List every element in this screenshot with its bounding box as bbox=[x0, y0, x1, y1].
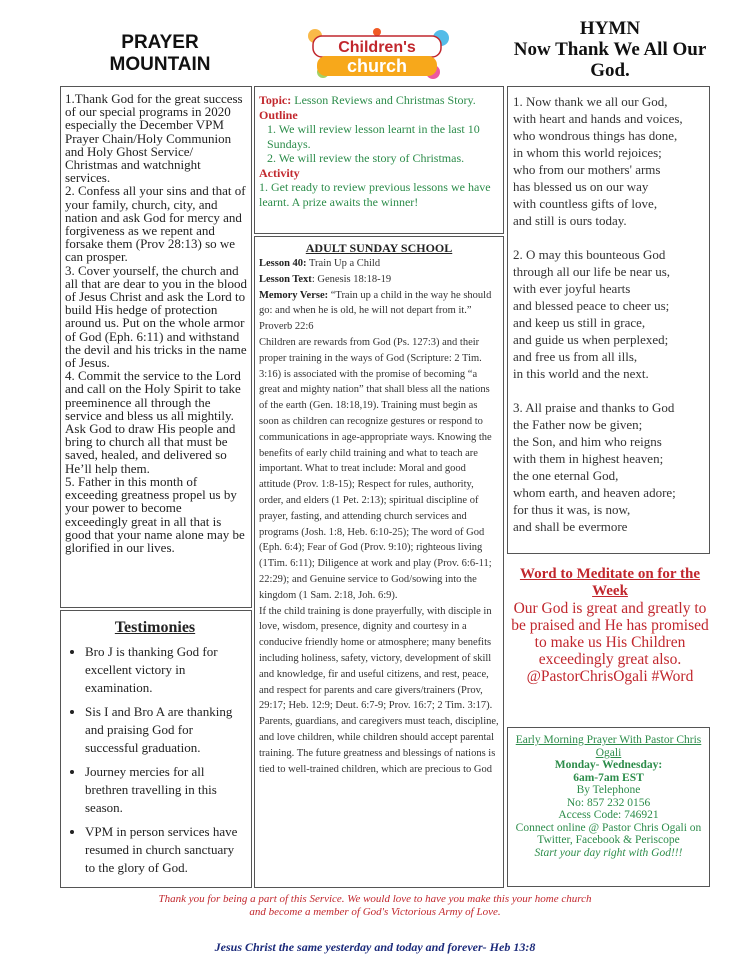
hymn-line: with ever joyful hearts bbox=[513, 281, 631, 296]
outline-label: Outline bbox=[259, 107, 298, 122]
early-prayer-online: Connect online @ Pastor Chris Ogali on Twitter, Facebook & Periscope bbox=[515, 821, 702, 846]
memory-verse-label: Memory Verse: bbox=[259, 289, 329, 301]
footer-scripture: Jesus Christ the same yesterday and today and forever- Heb 13:8 bbox=[214, 940, 536, 954]
hymn-line: the one eternal God, bbox=[513, 468, 619, 483]
lesson-text-line bbox=[259, 272, 499, 288]
hymn-line: and free us from all ills, bbox=[513, 349, 638, 364]
hymn-line: with them in highest heaven; bbox=[513, 451, 664, 466]
hymn-line: 1. Now thank we all our God, bbox=[513, 94, 668, 109]
hymn-line: and blessed peace to cheer us; bbox=[513, 298, 670, 313]
activity-item: 1. Get ready to review previous lessons we have learnt. A prize awaits the winner! bbox=[259, 180, 491, 209]
adult-paragraph: If the child training is done prayerfully, with disciple in love, wisdom, presence, dignity and courtesy in a conducive friendly home or atmosphere; many benefits including holiness, safety, victory, development of skill and knowledge, fir and useful citizens, and rest, peace, and respect for parents and care givers/trainers (Prov, 29:17; Heb. 12:9; Deut. 6:7-9; Prov. 16:7; 2 Tim. 3:17). bbox=[259, 605, 493, 712]
hymn-title: Now Thank We All Our God. bbox=[513, 39, 707, 81]
testimony-item: • Bro J is thanking God for excellent victory in examination. bbox=[85, 643, 245, 697]
early-prayer-by: By Telephone bbox=[576, 784, 641, 796]
childrens-church-logo bbox=[303, 28, 451, 80]
testimony-item: • Journey mercies for all brethren travelling in this season. bbox=[85, 763, 245, 817]
prayer-point: 1.Thank God for the great success of our special programs in 2020 especially the December VPM Prayer Chain/Holy Communion and Holy Ghost Service/ Christmas and watchnight services. bbox=[65, 91, 243, 186]
prayer-title-line1: PRAYER bbox=[121, 32, 199, 53]
prayer-point: 4. Commit the service to the Lord and call on the Holy Spirit to take preeminence all through the service and bless us all mightily. Ask God to draw His people and bring to church all that must be saved, healed, and delivered so He’ll help them. bbox=[65, 368, 241, 476]
hymn-line: and still is ours today. bbox=[513, 213, 627, 228]
hymn-line: in this world and the next. bbox=[513, 366, 649, 381]
hymn-line: and guide us when perplexed; bbox=[513, 332, 669, 347]
hymn-line: and shall be evermore bbox=[513, 519, 628, 534]
hymn-header bbox=[510, 18, 710, 81]
prayer-point: 2. Confess all your sins and that of your family, church, city, and nation and ask God for mercy and forgiveness as we repent and forsake them (Prov 28:13) so we can prosper. bbox=[65, 183, 246, 265]
testimony-item: • Sis I and Bro A are thanking and praising God for successful graduation. bbox=[85, 703, 245, 757]
activity-label: Activity bbox=[259, 165, 300, 180]
hymn-line: with countless gifts of love, bbox=[513, 196, 658, 211]
lesson-title: Train Up a Child bbox=[309, 258, 381, 269]
word-to-meditate bbox=[510, 566, 710, 685]
testimonies-list bbox=[65, 643, 245, 877]
early-prayer-code: Access Code: 746921 bbox=[558, 809, 659, 821]
early-morning-prayer-box bbox=[507, 727, 710, 887]
outline-item: 1. We will review lesson learnt in the last 10 Sundays. bbox=[267, 122, 480, 151]
lesson-label: Lesson 40: bbox=[259, 258, 307, 269]
memory-verse bbox=[259, 288, 499, 335]
prayer-point: 3. Cover yourself, the church and all that are dear to you in the blood of Jesus Christ and ask the Lord to build His hedge of protection around us. Put on the whole armor of God (Eph. 6:11) and withstand the devil and his tricks in the name of Jesus. bbox=[65, 262, 247, 371]
topic-label: Topic: bbox=[259, 93, 292, 107]
hymn-stanza-1 bbox=[513, 93, 706, 229]
outline-item: 2. We will review the story of Christmas. bbox=[267, 151, 465, 165]
topic-line bbox=[259, 93, 500, 108]
prayer-points-box bbox=[60, 86, 252, 608]
hymn-line: the Father now be given; bbox=[513, 417, 643, 432]
memory-verse-text: “Train up a child in the way he should go: and when he is old, he will not depart from it.” Proverb 22:6 bbox=[259, 289, 492, 333]
hymn-line: has blessed us on our way bbox=[513, 179, 649, 194]
childrens-church-box bbox=[254, 86, 504, 234]
hymn-line: 3. All praise and thanks to God bbox=[513, 400, 675, 415]
adult-paragraph: Parents, guardians, and caregivers must teach, discipline, and love children, while children should accept parental training. The future greatness and blessings of nations is tied to well-trained children, which are precious to God bbox=[259, 716, 499, 775]
early-prayer-title: Early Morning Prayer With Pastor Chris Ogali bbox=[515, 734, 702, 759]
lesson-text-label: Lesson Text bbox=[259, 273, 312, 285]
hymn-lyrics-box bbox=[507, 86, 710, 554]
adult-paragraph: Children are rewards from God (Ps. 127:3) and their proper training in the ways of God (Scripture: 2 Tim. 3:16) is associated with the promise of becoming “a great and mighty nation” that shall bless all the nations of the earth (Gen. 18:18,19). Training must begin as soon as children can recognize gestures or respond to communications in age-appropriate ways. Knowing the benefits of early child training and what to teach are important. What to treat include: Moral and good attitude (Prov. 1:8-15); Respect for rules, authority, order, and elders (1 Pet. 2:13); spiritual discipline of prayer, fasting, and attending church services and programs (Josh. 1:8, Heb. 6:10-25); The word of God (Eph. 6:4); Fear of God (Prov. 9:10); righteous living (1Tim. 6:11); Diligence at work and play (Prov. 6:6-11; 22:29); and Genuine service to God/sowing into the kingdom (1 Sam. 2:18, Joh. 6:9). bbox=[259, 336, 492, 601]
prayer-title-line2: MOUNTAIN bbox=[109, 54, 211, 75]
lesson-line bbox=[259, 256, 499, 272]
lesson-text: : Genesis 18:18-19 bbox=[311, 273, 392, 285]
hymn-line: whom earth, and heaven adore; bbox=[513, 485, 676, 500]
testimonies-box bbox=[60, 610, 252, 888]
hymn-line: in whom this world rejoices; bbox=[513, 145, 662, 160]
early-prayer-number: No: 857 232 0156 bbox=[566, 796, 651, 809]
hymn-label: HYMN bbox=[579, 18, 641, 39]
childrens-church-logo-graphic bbox=[303, 28, 451, 80]
hymn-line: and keep us still in grace, bbox=[513, 315, 646, 330]
hymn-line: for thus it was, is now, bbox=[513, 502, 631, 517]
footer-welcome: Thank you for being a part of this Service. We would love to have you make this your home church and become a member of God's Victorious Army of Love. bbox=[158, 893, 592, 918]
early-prayer-time: 6am-7am EST bbox=[573, 771, 644, 784]
early-prayer-start: Start your day right with God!!! bbox=[534, 846, 683, 859]
early-prayer-days: Monday- Wednesday: bbox=[554, 759, 663, 771]
hymn-line: 2. O may this bounteous God bbox=[513, 247, 666, 262]
adult-school-title: ADULT SUNDAY SCHOOL bbox=[305, 241, 453, 255]
hymn-line: who wondrous things has done, bbox=[513, 128, 678, 143]
logo-text-2: church bbox=[346, 56, 408, 76]
testimony-item: • VPM in person services have resumed in church sanctuary to the glory of God. bbox=[85, 823, 245, 877]
hymn-stanza-3 bbox=[513, 399, 706, 535]
word-body: Our God is great and greatly to be praised and He has promised to make us His Children exceedingly great also. @PastorChrisOgali #Word bbox=[511, 600, 709, 685]
prayer-point: 5. Father in this month of exceeding greatness propel us by your power to become exceedingly great in all that is good that your name alone may be glorified in our lives. bbox=[65, 473, 245, 555]
hymn-line: who from our mothers' arms bbox=[513, 162, 661, 177]
prayer-mountain-title bbox=[60, 32, 260, 76]
hymn-line: the Son, and him who reigns bbox=[513, 434, 662, 449]
hymn-line: with heart and hands and voices, bbox=[513, 111, 683, 126]
word-title: Word to Meditate on for the Week bbox=[519, 566, 701, 599]
hymn-line: through all our life be near us, bbox=[513, 264, 671, 279]
logo-text-1: Children's bbox=[338, 39, 416, 56]
hymn-stanza-2 bbox=[513, 246, 706, 382]
adult-sunday-school-box bbox=[254, 236, 504, 888]
testimonies-title: Testimonies bbox=[114, 619, 196, 636]
topic-text: Lesson Reviews and Christmas Story. bbox=[294, 93, 476, 107]
